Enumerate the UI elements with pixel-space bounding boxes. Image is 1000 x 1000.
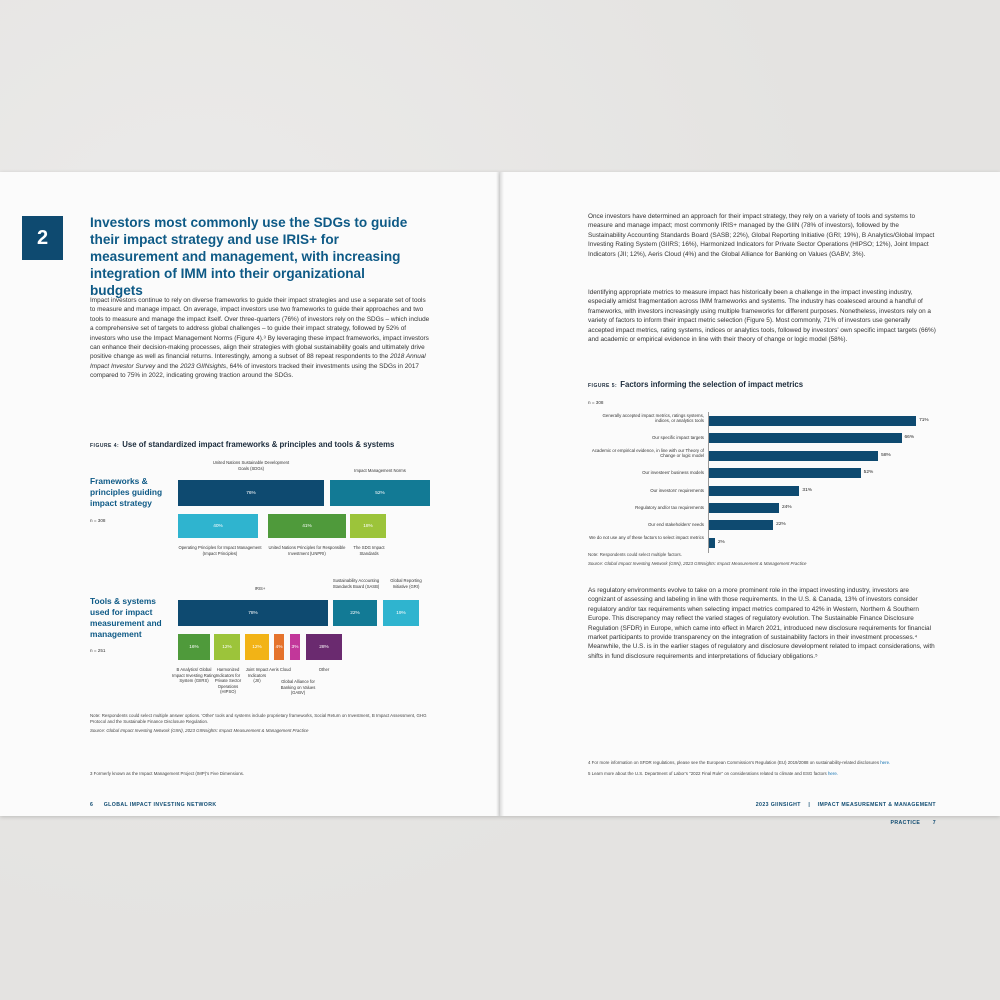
figure5-bar (709, 433, 902, 443)
figure4-title (90, 440, 430, 449)
figure5-source (588, 561, 928, 567)
book-spine-shadow (496, 172, 504, 816)
right-footer-left: 2023 GIINSIGHT (755, 802, 801, 808)
g2-cap-aeris: Aeris Cloud (269, 667, 291, 672)
g2-bar-giirs: 16% (178, 634, 210, 660)
footnote-4-text: 4 For more information on SFDR regulations, please see the European Commission's Regulation (EU) 2019/2088 on sustainability-related disclosures (588, 760, 881, 765)
g2-bar-jii: 12% (245, 634, 269, 660)
g2-cap-other: Other (318, 667, 330, 672)
g2-cap-sasb: Sustainability Accounting Standards Board (SASB) (332, 578, 380, 589)
figure4-source-text: Source: Global Impact Investing Network (GIIN), 2023 GIINsights: Impact Measurement & Management Practice (90, 728, 309, 733)
footnote-4-link[interactable]: here. (880, 760, 891, 765)
intro-text-em1: 2018 Annual Impact Investor Survey (90, 353, 426, 370)
figure5-note: Note: Respondents could select multiple factors. (588, 552, 682, 557)
group2-n: n = 251 (90, 648, 106, 653)
figure5-category-label: Academic or empirical evidence, in line with our Theory of Change or logic model (591, 447, 704, 459)
figure5-bar (709, 468, 861, 478)
figure5-bar (709, 486, 799, 496)
figure5-bar (709, 503, 779, 513)
g1-cap-impact-principles: Operating Principles for Impact Management (Impact Principles) (178, 545, 262, 556)
g2-bar-iris: 78% (178, 600, 328, 626)
right-footer-right: IMPACT MEASUREMENT & MANAGEMENT PRACTICE (817, 802, 936, 826)
group1-n: n = 308 (90, 518, 106, 523)
group1-heading: Frameworks & principles guiding impact strategy (90, 476, 163, 508)
g2-cap-gri: Global Reporting Initiative (GRI) (390, 578, 422, 589)
intro-text-b: and the (155, 362, 181, 370)
figure5-title-text: Factors informing the selection of impact metrics (620, 380, 804, 389)
figure5-bar (709, 416, 916, 426)
figure5-category-label: Generally accepted impact metrics, ratings systems, indices, or analytics tools (602, 413, 704, 424)
g2-cap-giirs: B Analytics/ Global Impact Investing Rating System (GIIRS) (172, 667, 216, 684)
g1-bar-impact-principles: 40% (178, 514, 258, 538)
intro-text-em2: 2023 GIINsights (180, 362, 227, 370)
g1-bar-norms: 52% (330, 480, 430, 506)
figure5-value-label: 71% (919, 418, 929, 423)
left-footer (90, 793, 217, 811)
footnote-3: 3 Formerly known as the Impact Management Project (IMP)'s Five Dimensions. (90, 771, 245, 776)
figure5-category-label: Our investees' business models (642, 470, 704, 476)
figure5-category-label: Our specific impact targets (652, 435, 704, 441)
figure5-n: n = 308 (588, 400, 604, 405)
figure4-label: FIGURE 4: (90, 443, 120, 449)
figure5-category-label: Regulatory and/or tax requirements (635, 505, 704, 510)
intro-text-a: Impact investors continue to rely on diverse frameworks to guide their impact strategies and use a separate set of tools to measure and manage impact. On average, impact investors use two frameworks to guide their approaches and two tools to measure and manage the impact itself. Over three-quarters (76%) of investors rely on the SDGs – which include a comprehensive set of targets to address global challenges – to guide their impact strategy, followed by 52% of investors who use the Impact Management Norms (Figure 4).³ By leveraging these impact frameworks, impact investors can enhance their decision-making processes, align their strategies with global sustainability goals and ultimately drive positive change as well as financial returns. Interestingly, among a subset of 88 repeat respondents to the (90, 297, 430, 361)
g2-cap-iris: IRIS+ (254, 586, 266, 591)
figure5-bar (709, 451, 878, 461)
intro-text-c: , 64% of investors tracked their investments using the SDGs in 2017 compared to 75% in 2022, indicating growing traction around the SDGs. (90, 362, 419, 380)
g2-bar-aeris: 4% (274, 634, 284, 660)
figure5-value-label: 58% (881, 452, 891, 458)
left-footer-text: GLOBAL IMPACT INVESTING NETWORK (103, 802, 217, 808)
section-number-box (22, 216, 63, 260)
g2-bar-gabv: 3% (290, 634, 300, 660)
figure5-value-label: 22% (776, 522, 786, 528)
g2-cap-gabv: Global Alliance for Banking on Values (GABV) (280, 679, 316, 696)
right-footer (726, 793, 936, 829)
figure5-category-label: We do not use any of these factors to select impact metrics (589, 534, 704, 540)
g1-bar-unpri: 41% (268, 514, 346, 538)
figure5-value-label: 24% (782, 505, 792, 510)
right-paragraph-1: Once investors have determined an approach for their impact strategy, they rely on a variety of tools and systems to measure and manage impact; most commonly IRIS+ managed by the GIIN (78% of investors), followed by the Sustainability Accounting Standards Board (SASB; 22%), Global Reporting Initiative (GRI; 19%), B Analytics/Global Impact Investing Rating System (GIIRS; 16%), Harmonized Indicators for Private Sector Operations (HIPSO; 12%), Joint Impact Indicators (JII; 12%), Aeris Cloud (4%) and the Global Alliance for Banking on Values (GABV; 3%). (588, 213, 935, 258)
g1-cap-sdg-standards: The SDG Impact Standards (353, 545, 385, 556)
figure5-source-text: Source: Global Impact Investing Network (GIIN), 2023 GIINsights: Impact Measurement & Management Practice (588, 561, 807, 566)
g2-bar-gri: 19% (383, 600, 419, 626)
g1-bar-sdgs: 76% (178, 480, 324, 506)
figure5-label: FIGURE 5: (588, 383, 618, 389)
g2-bar-sasb: 22% (333, 600, 377, 626)
g2-cap-hipso: Harmonized Indicators for Private Sector Operations (HIPSO) (214, 667, 242, 695)
figure4-note: Note: Respondents could select multiple answer options. 'Other' tools and systems include proprietary frameworks, Social Return on Investment, B Impact Assessment, GHG Protocol and the Sustainable Finance Disclosure Regulation. (90, 713, 427, 725)
figure5-value-label: 31% (802, 487, 813, 493)
figure5-value-label: 66% (904, 435, 915, 441)
g1-cap-norms: Impact Management Norms (354, 468, 406, 473)
figure5-value-label: 2% (717, 539, 725, 545)
g2-bar-other: 28% (306, 634, 342, 660)
g1-cap-sdgs: United Nations Sustainable Development Goals (SDGs) (212, 460, 290, 471)
figure5-title (588, 380, 928, 389)
right-page (500, 172, 1000, 826)
figure4-title-text: Use of standardized impact frameworks & principles and tools & systems (122, 440, 395, 449)
right-page-number: 7 (932, 820, 936, 826)
footnote-5 (588, 771, 948, 776)
g1-bar-sdg-standards: 18% (350, 514, 386, 538)
g1-cap-unpri: United Nations Principles for Responsible Investment (UNPRI) (268, 545, 346, 556)
figure5-category-label: Our investors' requirements (650, 487, 704, 493)
right-paragraph-3: As regulatory environments evolve to take on a more prominent role in the impact investing industry, investors are cognizant of assessing and labeling in line with those requirements. In the U.S. & Canada, 13% of investors consider regulatory and/or tax requirements when selecting impact metrics compared to 42% in Western, Northern & Southern Europe. This discrepancy may reflect the varied stages of regulatory evolution. The Sustainable Finance Disclosure Regulation (SFDR) in Europe, which came into effect in March 2021, introduced new disclosure requirements for financial market participants to provide transparency on the integration of sustainability factors in their investment processes.⁴ Meanwhile, the U.S. is in the earlier stages of regulatory and disclosure development related to impact considerations, with shifts in fund disclosure requirements and interpretations of fiduciary obligations.⁵ (588, 587, 935, 660)
left-page (0, 172, 500, 816)
group2-heading: Tools & systems used for impact measurement and management (90, 596, 162, 639)
footnote-5-link[interactable]: here. (827, 771, 838, 776)
footnote-4 (588, 760, 948, 765)
left-page-number: 6 (90, 802, 94, 808)
figure5-category-label: Our end stakeholders' needs (648, 522, 704, 528)
footnote-5-text: 5 Learn more about the U.S. Department of Labor's "2022 Final Rule" on considerations related to climate and ESG factors (588, 771, 828, 776)
g2-bar-hipso: 12% (214, 634, 240, 660)
section-number: 2 (36, 226, 49, 249)
right-footer-separator: | (808, 802, 811, 808)
g2-cap-jii: Joint Impact Indicators (JII) (245, 667, 269, 684)
intro-paragraph (90, 296, 432, 381)
figure5-bar (709, 520, 773, 530)
right-paragraph-2: Identifying appropriate metrics to measure impact has historically been a challenge in the impact investing industry, especially amidst fragmentation across IMM frameworks and systems. The industry has coalesced around a handful of frameworks, with investors increasingly using multiple frameworks for different purposes. Nonetheless, investors rely on a variety of factors to inform their impact metric selection (Figure 5). Most commonly, 71% of investors use generally accepted impact metrics, rating systems, indices or analytics tools, followed by investors' own specific impact targets (66%) and academic or empirical evidence in line with their theory of change or logic model (58%). (588, 289, 936, 344)
figure4-source (90, 728, 430, 734)
figure5-bar (709, 538, 715, 548)
figure5-value-label: 52% (863, 470, 874, 476)
section-heading: Investors most commonly use the SDGs to guide their impact strategy and use IRIS+ for measurement and management, with increasing integration of IMM into their organizational budgets (90, 215, 408, 298)
